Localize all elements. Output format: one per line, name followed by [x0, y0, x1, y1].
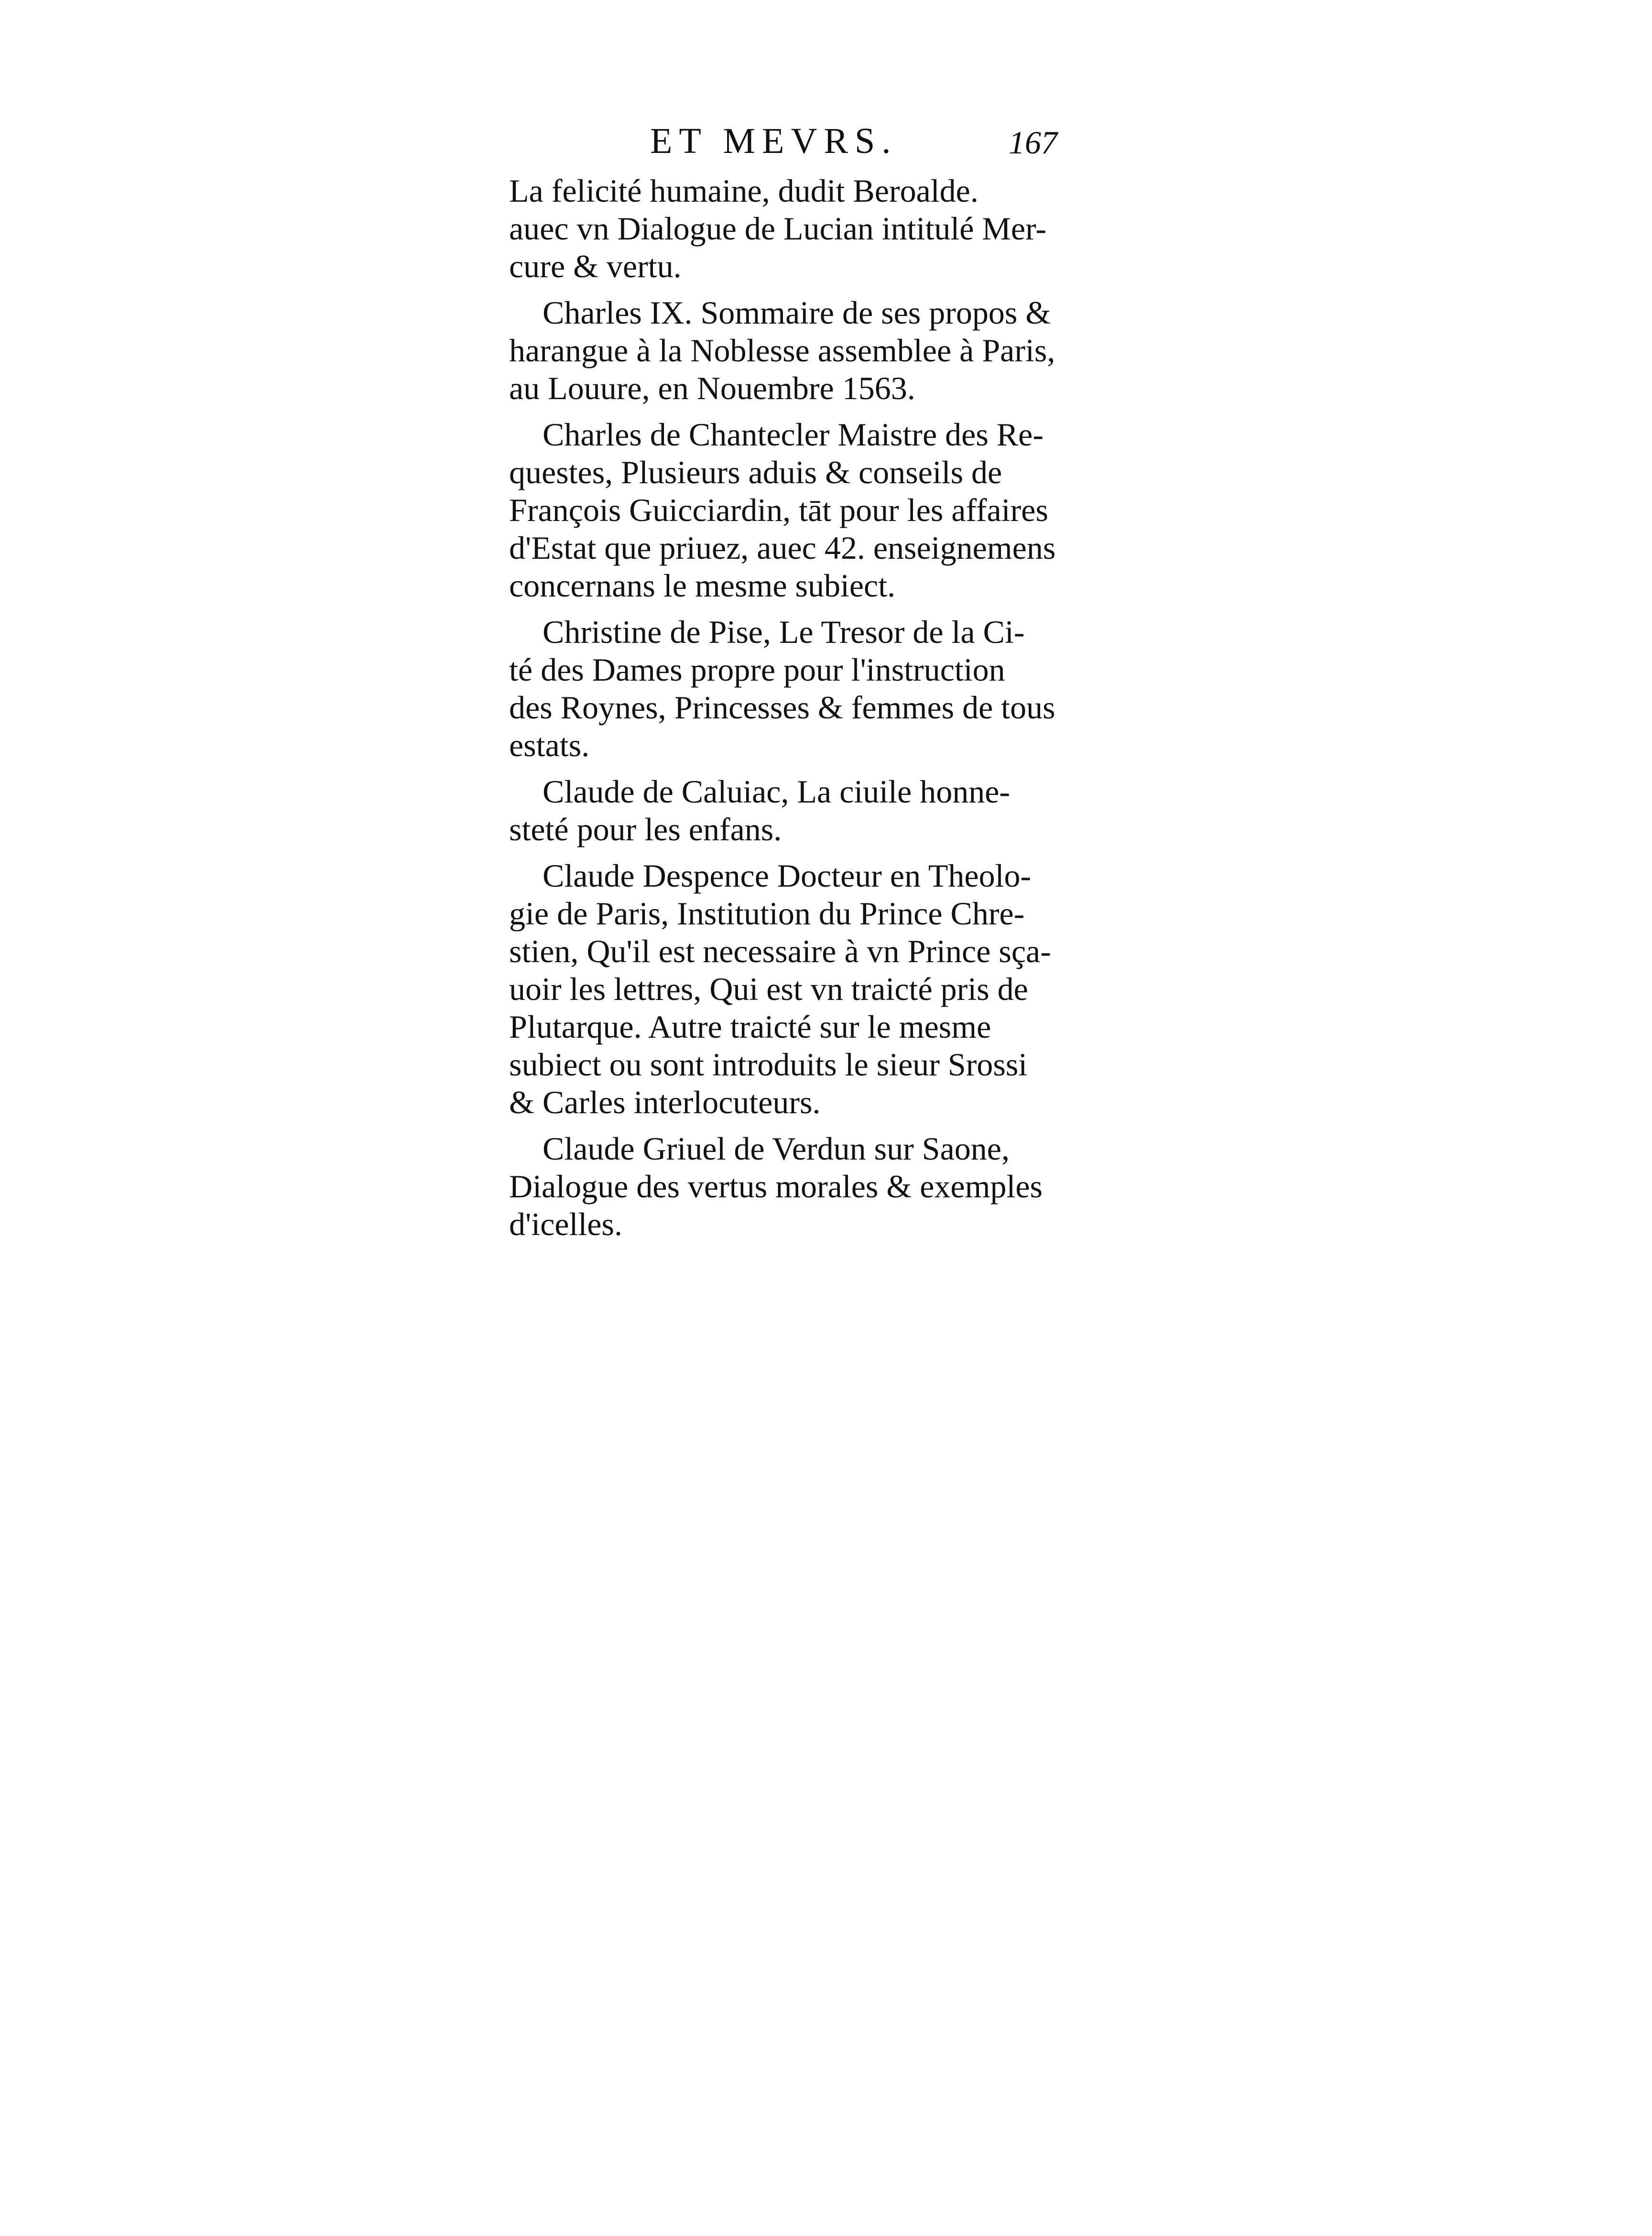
entry-caluiac — [509, 773, 1083, 848]
entry-chantecler — [509, 416, 1083, 605]
entry-line: Charles IX. Sommaire de ses propos & — [543, 294, 1051, 331]
entry-line: uoir les lettres, Qui est vn traicté pris de — [509, 971, 1028, 1007]
entry-line: steté pour les enfans. — [509, 811, 782, 847]
running-title: ET MEVRS. — [650, 121, 898, 161]
entry-line: Plutarque. Autre traicté sur le mesme — [509, 1009, 991, 1045]
entry-line: Claude de Caluiac, La ciuile honne- — [543, 773, 1011, 810]
entry-line: & Carles interlocuteurs. — [509, 1084, 821, 1120]
entry-despence — [509, 857, 1083, 1121]
entry-line: Claude Griuel de Verdun sur Saone, — [543, 1130, 1010, 1167]
entry-line: des Roynes, Princesses & femmes de tous — [509, 689, 1055, 726]
entry-line: Dialogue des vertus morales & exemples — [509, 1168, 1043, 1205]
entry-line: estats. — [509, 727, 590, 763]
entry-line: François Guicciardin, tāt pour les affaires — [509, 492, 1048, 528]
entry-line: cure & vertu. — [509, 248, 682, 284]
entry-line: Christine de Pise, Le Tresor de la Ci- — [543, 614, 1025, 650]
entry-line: d'Estat que priuez, auec 42. enseignemens — [509, 530, 1056, 566]
entry-line: concernans le mesme subiect. — [509, 567, 896, 604]
page-number: 167 — [1009, 124, 1057, 161]
entry-line: gie de Paris, Institution du Prince Chre- — [509, 895, 1025, 932]
entry-christine-de-pise — [509, 613, 1083, 764]
entry-line: questes, Plusieurs aduis & conseils de — [509, 454, 1002, 490]
entry-line: auec vn Dialogue de Lucian intitulé Mer- — [509, 210, 1046, 247]
running-head — [509, 115, 1083, 172]
entry-griuel — [509, 1130, 1083, 1243]
entry-line: subiect ou sont introduits le sieur Srossi — [509, 1046, 1028, 1083]
entry-line: Claude Despence Docteur en Theolo- — [543, 857, 1032, 894]
entry-line: Charles de Chantecler Maistre des Re- — [543, 416, 1043, 453]
entry-line: au Louure, en Nouembre 1563. — [509, 370, 915, 406]
entry-line: harangue à la Noblesse assemblee à Paris, — [509, 332, 1055, 369]
entry-line: té des Dames propre pour l'instruction — [509, 651, 1005, 688]
entry-line: La felicité humaine, dudit Beroalde. — [509, 173, 978, 209]
entry-beroalde — [509, 172, 1083, 285]
page-text-block — [509, 115, 1083, 1252]
entry-line: stien, Qu'il est necessaire à vn Prince sça- — [509, 933, 1051, 969]
entry-line: d'icelles. — [509, 1206, 622, 1242]
entry-charles-ix — [509, 294, 1083, 407]
